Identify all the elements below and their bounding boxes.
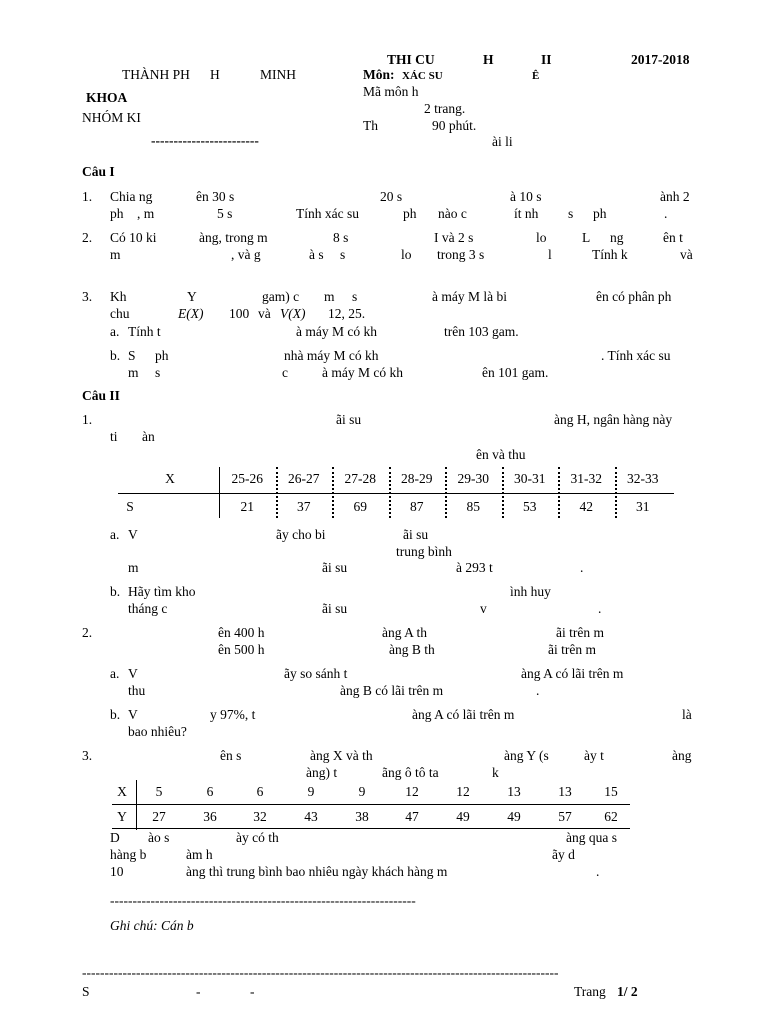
exam-year: 2017-2018 [631,52,690,67]
text-fragment: à máy M có kh [296,324,377,339]
section-heading-2: Câu II [82,388,120,403]
table-interval-cell: 28-29 [401,471,433,486]
text-fragment: Tính k [592,247,628,262]
text-fragment: s [155,365,161,380]
table-x-cell: 9 [307,784,315,799]
text-fragment: ên t [663,230,683,245]
text-fragment: trong 3 s [437,247,485,262]
text-fragment: ên 400 h [218,625,265,640]
duration-label: Th [363,118,378,133]
text-fragment: L [582,230,591,245]
text-fragment: . Tính xác su [601,348,671,363]
text-fragment: àm h [186,847,213,862]
table-header-x: X [165,471,175,486]
text-fragment: àng A th [382,625,428,640]
text-fragment: và [258,306,271,321]
text-fragment: àng thì trung bình bao nhiêu ngày khách hàng m [186,864,448,879]
text-fragment: m [128,560,139,575]
text-fragment: à s [309,247,324,262]
table-x-cell: 12 [405,784,419,799]
footer-s: S [82,984,90,999]
text-fragment: àng B th [389,642,435,657]
text-fragment: s [352,289,358,304]
text-fragment: gam) c [262,289,300,304]
university-name-minh: MINH [260,67,296,82]
text-fragment: 12, 25. [328,306,366,321]
text-fragment: . [536,683,540,698]
text-fragment: 10 [110,864,124,879]
proctor-note: Ghi chú: Cán b [110,918,194,933]
section-heading-1: Câu I [82,164,115,179]
table-rule [112,828,630,829]
subq-label: a. [110,666,120,681]
text-fragment: 8 s [333,230,349,245]
table-rule [502,467,504,518]
text-fragment: thu [128,683,146,698]
table-x-cell: 5 [155,784,163,799]
text-fragment: àng X và th [310,748,373,763]
table-x-cell: 6 [256,784,264,799]
text-fragment: . [664,206,668,221]
text-fragment: ãi su [403,527,429,542]
table-count-cell: 87 [410,499,424,514]
exam-title: THI CU [387,52,435,67]
text-fragment: m [128,365,139,380]
text-fragment: 100 [229,306,250,321]
table-interval-cell: 27-28 [344,471,376,486]
text-fragment: àn [142,429,155,444]
table-header-x: X [117,784,127,799]
text-fragment: V [128,666,138,681]
text-fragment: ti [110,429,118,444]
table-count-cell: 85 [466,499,480,514]
table-y-cell: 36 [203,809,217,824]
text-fragment: ít nh [514,206,539,221]
table-y-cell: 49 [456,809,470,824]
table-count-cell: 53 [523,499,537,514]
page-bottom-separator: ---------------------------------------------------------------------------------------------------------- [82,965,559,980]
table-count-cell: 37 [297,499,311,514]
table-y-cell: 47 [405,809,419,824]
text-fragment: Có 10 ki [110,230,157,245]
text-fragment: tháng c [128,601,168,616]
table-rule [136,780,137,830]
q2-1-number: 1. [82,412,93,427]
text-fragment: ành 2 [660,189,690,204]
text-fragment: . [598,601,602,616]
text-fragment: ãi su [336,412,362,427]
footer-separator: -------------------------------------------------------------------- [110,893,416,908]
text-fragment: V [128,707,138,722]
text-fragment: à máy M là bi [432,289,507,304]
text-fragment: . [596,864,600,879]
table-rule [332,467,334,518]
text-fragment: àng H, ngân hàng này [554,412,673,427]
page-count: 2 trang. [424,101,466,116]
table-interval-cell: 29-30 [457,471,489,486]
table-y-cell: 62 [604,809,618,824]
table-header-s: S [126,499,134,514]
table-y-cell: 27 [152,809,166,824]
subject-label: Môn: [363,67,395,82]
faculty-label: KHOA [86,90,128,105]
text-fragment: à máy M có kh [322,365,403,380]
text-fragment: lo [401,247,412,262]
text-fragment: , m [137,206,155,221]
text-fragment: àng, trong m [199,230,268,245]
table-header-y: Y [117,809,127,824]
variance-expr: V(X) [280,306,306,321]
text-fragment: c [282,365,288,380]
table-x-cell: 6 [206,784,214,799]
text-fragment: àng Y (s [504,748,549,763]
exam-title-h: H [483,52,494,67]
text-fragment: trên 103 gam. [444,324,519,339]
text-fragment: ãy d [552,847,575,862]
table-x-cell: 9 [358,784,366,799]
text-fragment: là [682,707,692,722]
text-fragment: hàng b [110,847,147,862]
group-label: NHÓM KI [82,110,141,125]
table-rule [389,467,391,518]
text-fragment: s [568,206,574,221]
q2-2-number: 2. [82,625,93,640]
table-rule [558,467,560,518]
text-fragment: ên và thu [476,447,526,462]
university-name: THÀNH PH [122,67,190,82]
footer-dash: - [250,984,255,999]
page-number: 1/ 2 [617,984,638,999]
text-fragment: ãi su [322,560,348,575]
text-fragment: à 293 t [456,560,493,575]
text-fragment: l [548,247,552,262]
text-fragment: chu [110,306,130,321]
text-fragment: ên 500 h [218,642,265,657]
text-fragment: V [128,527,138,542]
exam-title-ii: II [541,52,552,67]
text-fragment: ph [155,348,169,363]
subject-e: Ê [532,70,540,82]
text-fragment: m [110,247,121,262]
table-interval-cell: 26-27 [288,471,320,486]
text-fragment: àng [672,748,692,763]
table-count-cell: 42 [579,499,593,514]
text-fragment: ãi trên m [548,642,596,657]
text-fragment: trung bình [396,544,452,559]
text-fragment: bao nhiêu? [128,724,187,739]
text-fragment: nào c [438,206,467,221]
text-fragment: Y [187,289,197,304]
text-fragment: àng B có lãi trên m [340,683,444,698]
q1-2-number: 2. [82,230,93,245]
q2-3-number: 3. [82,748,93,763]
text-fragment: àng A có lãi trên m [412,707,515,722]
text-fragment: s [340,247,346,262]
text-fragment: ãi su [322,601,348,616]
text-fragment: k [492,765,499,780]
table-interval-cell: 30-31 [514,471,546,486]
text-fragment: ày t [584,748,604,763]
table-rule [112,804,630,805]
subject-value: XÁC SU [402,70,443,82]
table-count-cell: 69 [353,499,367,514]
subq-label: b. [110,348,121,363]
subq-label: b. [110,707,121,722]
text-fragment: ph [403,206,417,221]
table-rule [445,467,447,518]
table-interval-cell: 31-32 [570,471,602,486]
text-fragment: 5 s [217,206,233,221]
text-fragment: m [324,289,335,304]
text-fragment: ình huy [510,584,551,599]
text-fragment: Hãy tìm kho [128,584,196,599]
text-fragment: và [680,247,693,262]
text-fragment: v [480,601,487,616]
course-code: Mã môn h [363,84,419,99]
subq-label: a. [110,324,120,339]
text-fragment: ên s [220,748,242,763]
text-fragment: àng qua s [566,830,617,845]
page-number-label: Trang [574,984,606,999]
university-name-h: H [210,67,220,82]
text-fragment: . [580,560,584,575]
text-fragment: 20 s [380,189,403,204]
text-fragment: nhà máy M có kh [284,348,379,363]
text-fragment: ào s [148,830,170,845]
text-fragment: ên 30 s [196,189,235,204]
text-fragment: , và g [231,247,261,262]
expectation-expr: E(X) [178,306,204,321]
text-fragment: lo [536,230,547,245]
materials-note: ài li [492,134,513,149]
text-fragment: D [110,830,120,845]
table-interval-cell: 25-26 [231,471,263,486]
text-fragment: ng [610,230,624,245]
text-fragment: àng A có lãi trên m [521,666,624,681]
q1-3-number: 3. [82,289,93,304]
text-fragment: y 97%, t [210,707,256,722]
header-separator: ------------------------ [151,133,259,148]
table-count-cell: 31 [636,499,650,514]
table-x-cell: 12 [456,784,470,799]
text-fragment: ên có phân ph [596,289,672,304]
table-count-cell: 21 [240,499,254,514]
text-fragment: ãy cho bi [276,527,326,542]
table-y-cell: 49 [507,809,521,824]
table-rule [276,467,278,518]
text-fragment: ph [110,206,124,221]
text-fragment: ph [593,206,607,221]
table-x-cell: 15 [604,784,618,799]
table-rule [118,493,674,494]
text-fragment: I và 2 s [434,230,474,245]
text-fragment: Tính xác su [296,206,359,221]
duration-value: 90 phút. [432,118,477,133]
text-fragment: à 10 s [510,189,542,204]
text-fragment: ên 101 gam. [482,365,549,380]
table-y-cell: 38 [355,809,369,824]
text-fragment: Tính t [128,324,161,339]
text-fragment: àng) t [306,765,338,780]
q1-1-number: 1. [82,189,93,204]
text-fragment: Kh [110,289,127,304]
table-y-cell: 32 [253,809,267,824]
table-interval-cell: 32-33 [627,471,659,486]
subq-label: b. [110,584,121,599]
table-x-cell: 13 [507,784,521,799]
table-rule [615,467,617,518]
subq-label: a. [110,527,120,542]
text-fragment: ãi trên m [556,625,604,640]
table-y-cell: 57 [558,809,572,824]
text-fragment: Chia ng [110,189,153,204]
text-fragment: ãy so sánh t [284,666,348,681]
table-y-cell: 43 [304,809,318,824]
text-fragment: ày có th [236,830,279,845]
text-fragment: ãng ô tô ta [382,765,439,780]
text-fragment: S [128,348,136,363]
table-x-cell: 13 [558,784,572,799]
footer-dash: - [196,984,201,999]
